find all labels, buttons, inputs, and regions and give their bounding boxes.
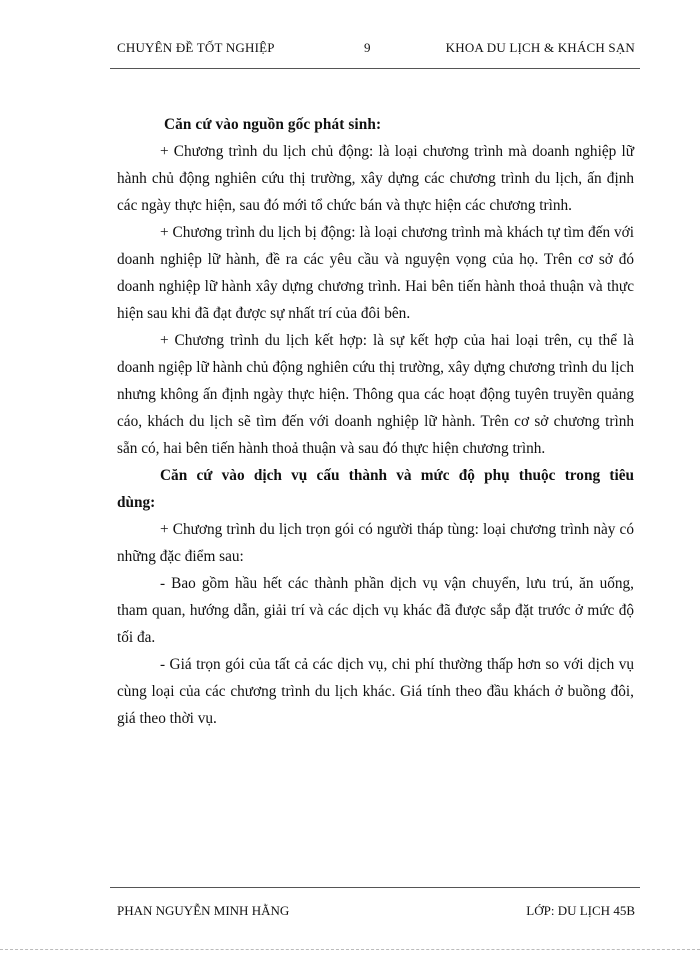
section-heading: Căn cứ vào nguồn gốc phát sinh: <box>164 116 382 133</box>
footer-class: LỚP: DU LỊCH 45B <box>526 903 635 918</box>
header-department: KHOA DU LỊCH & KHÁCH SẠN <box>445 40 635 55</box>
paragraph: + Chương trình du lịch kết hợp: là sự kết hợp của hai loại trên, cụ thể là doanh ngiệp lữ hành chủ động nghiên cứu thị trường, xây dựng chương trình du lịch nhưng không ấn định ngày thực hiện. Thông qua các hoạt động tuyên truyền quảng cáo, khách du lịch sẽ tìm đến với doanh nghiệp lữ hành. Trên cơ sở chương trình sẵn có, hai bên tiến hành thoả thuận và sau đó thực hiện chương trình. <box>117 332 634 457</box>
paragraph: + Chương trình du lịch bị động: là loại chương trình mà khách tự tìm đến với doanh nghiệp lữ hành, đề ra các yêu cầu và nguyện vọng của họ. Trên cơ sở đó doanh nghiệp lữ hành xây dựng chương trình. Hai bên tiến hành thoả thuận và thực hiện sau khi đã đạt được sự nhất trí của đôi bên. <box>117 224 634 322</box>
paragraph: + Chương trình du lịch trọn gói có người tháp tùng: loại chương trình này có những đặc điểm sau: <box>117 521 634 565</box>
page-header <box>117 40 637 60</box>
page-body <box>117 111 634 732</box>
page-number: 9 <box>364 40 371 55</box>
footer-author: PHAN NGUYỄN MINH HẰNG <box>117 903 290 918</box>
paragraph: - Giá trọn gói của tất cả các dịch vụ, chi phí thường thấp hơn so với dịch vụ cùng loại của các chương trình du lịch khác. Giá tính theo đầu khách ở buồng đôi, giá theo thời vụ. <box>117 656 634 727</box>
paragraph: + Chương trình du lịch chủ động: là loại chương trình mà doanh nghiệp lữ hành chủ động nghiên cứu thị trường, xây dựng các chương trình du lịch, ấn định các ngày thực hiện, sau đó mới tổ chức bán và thực hiện các chương trình. <box>117 143 634 214</box>
page-footer <box>117 903 637 923</box>
page-bottom-edge <box>0 949 700 950</box>
header-title: CHUYÊN ĐỀ TỐT NGHIỆP <box>117 40 275 55</box>
section-heading: Căn cứ vào dịch vụ cấu thành và mức độ phụ thuộc trong tiêu dùng: <box>117 467 634 511</box>
paragraph: - Bao gồm hầu hết các thành phần dịch vụ vận chuyển, lưu trú, ăn uống, tham quan, hướng dẫn, giải trí và các dịch vụ khác đã được sắp đặt trước ở mức độ tối đa. <box>117 575 634 646</box>
header-divider <box>110 68 640 69</box>
footer-divider <box>110 887 640 888</box>
